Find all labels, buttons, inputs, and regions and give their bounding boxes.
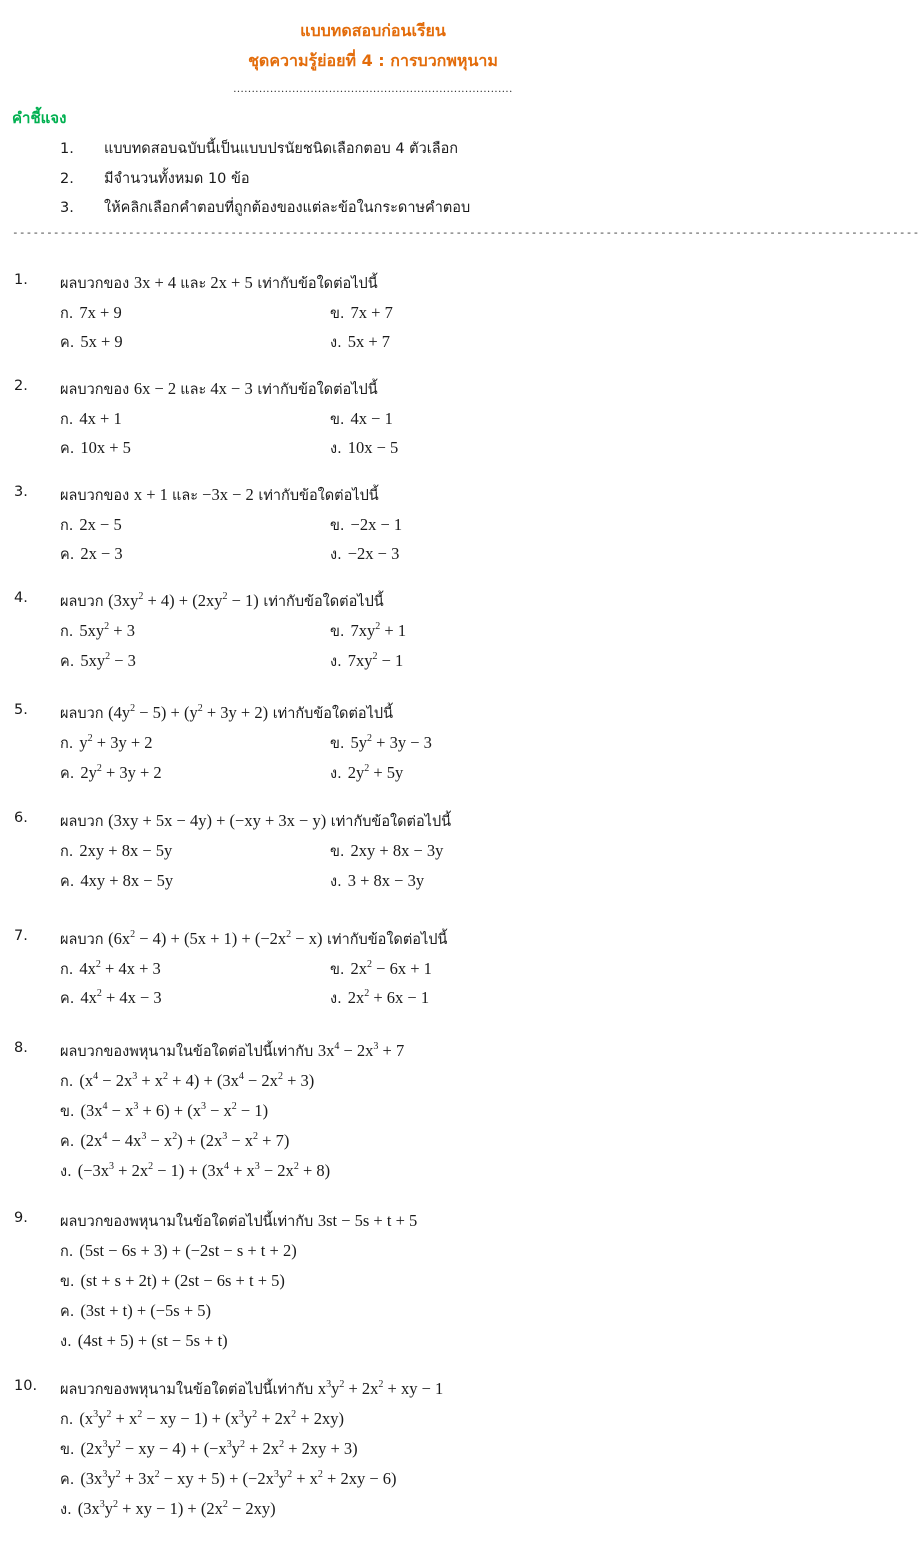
option-expression: (st + s + 2t) + (2st − 6s + t + 5) (80, 1271, 285, 1290)
question-prefix: ผลบวก (60, 814, 109, 830)
option-expression: −2x − 1 (350, 515, 403, 534)
question-text (60, 1378, 443, 1401)
option-label: ง. (60, 1502, 72, 1518)
question-prefix: ผลบวกของ (60, 488, 134, 504)
option-label: ข. (330, 412, 345, 428)
question-stem (14, 810, 734, 834)
option-label: ก. (60, 412, 74, 428)
question-stem (14, 1210, 734, 1234)
question-stem (14, 378, 734, 402)
option-label: ก. (60, 518, 74, 534)
answer-option[interactable] (60, 987, 162, 1010)
instructions-heading: คำชี้แจง (12, 109, 67, 127)
option-label: ก. (60, 624, 74, 640)
question-1 (14, 272, 734, 351)
answer-option[interactable] (330, 437, 398, 460)
option-label: ข. (330, 962, 345, 978)
question-expression: 3st − 5s + t + 5 (317, 1211, 418, 1230)
option-expression: 7x + 7 (350, 303, 393, 322)
question-expression: $(6x^2 - 4) + (5x + 1) + (-2x^2 - x)$ (108, 929, 323, 948)
question-number: 2. (14, 378, 28, 394)
option-expression: $2y^2 + 5y$ (347, 763, 404, 782)
option-label: ข. (330, 518, 345, 534)
option-expression: $4x^2 + 4x + 3$ (79, 959, 161, 978)
answer-option[interactable] (330, 302, 393, 325)
question-stem (14, 702, 734, 726)
answer-option[interactable] (60, 870, 173, 893)
option-label: ค. (60, 991, 75, 1007)
instruction-number: 2. (60, 171, 74, 187)
option-expression: 4x − 1 (350, 409, 393, 428)
question-2 (14, 378, 734, 457)
answer-option[interactable] (330, 870, 424, 893)
question-suffix: เท่ากับข้อใดต่อไปนี้ (268, 706, 393, 722)
option-label: ง. (330, 441, 342, 457)
option-label: ค. (60, 441, 75, 457)
option-expression: $5xy^2 + 3$ (79, 621, 135, 640)
option-label: ง. (330, 991, 342, 1007)
option-expression: (4st + 5) + (st − 5s + t) (77, 1331, 228, 1350)
question-number: 10. (14, 1378, 38, 1394)
option-label: ค. (60, 335, 75, 351)
option-expression: $2x^2 + 6x - 1$ (347, 988, 430, 1007)
option-label: ข. (60, 1274, 75, 1290)
question-stem (14, 272, 734, 296)
option-label: ก. (60, 962, 74, 978)
answer-option[interactable] (60, 732, 153, 755)
instruction-number: 1. (60, 141, 74, 157)
instruction-item (60, 137, 458, 160)
instruction-number: 3. (60, 200, 74, 216)
question-prefix: ผลบวกของพหุนามในข้อใดต่อไปนี้เท่ากับ (60, 1044, 318, 1060)
instruction-text: มีจำนวนทั้งหมด 10 ข้อ (104, 171, 250, 187)
answer-option[interactable] (330, 331, 390, 354)
option-expression: 2x − 5 (79, 515, 122, 534)
answer-option[interactable] (330, 543, 399, 566)
question-prefix: ผลบวกของ (60, 276, 134, 292)
answer-option[interactable] (330, 840, 443, 863)
question-9 (14, 1210, 734, 1350)
option-label: ข. (330, 844, 345, 860)
option-expression: $(-3x^3 + 2x^2 - 1) + (3x^4 + x^3 - 2x^2 + 8)$ (77, 1161, 331, 1180)
option-expression: $7xy^2 + 1$ (350, 621, 407, 640)
instruction-item (60, 167, 250, 190)
option-expression: ($2x^3y^2$ − xy − $4) + (-x^3y^2 + 2x^2 + 2xy + 3)$ (80, 1439, 358, 1458)
question-text (60, 590, 384, 613)
question-number: 1. (14, 272, 28, 288)
instruction-text: ให้คลิกเลือกคำตอบที่ถูกต้องของแต่ละข้อในกระดาษคำตอบ (104, 200, 471, 216)
answer-option[interactable] (60, 1498, 276, 1521)
answer-option[interactable] (330, 620, 406, 643)
answer-option[interactable] (60, 437, 131, 460)
option-label: ก. (60, 306, 74, 322)
answer-option[interactable] (330, 514, 402, 537)
question-text (60, 702, 393, 725)
option-label: ง. (330, 547, 342, 563)
answer-option[interactable] (330, 650, 403, 673)
question-4 (14, 590, 734, 670)
question-suffix: เท่ากับข้อใดต่อไปนี้ (253, 488, 379, 504)
answer-option[interactable] (60, 543, 123, 566)
question-suffix: เท่ากับข้อใดต่อไปนี้ (258, 594, 384, 610)
question-expression: $(3xy^2 + 4) + (2xy^2 - 1)$ (108, 591, 259, 610)
question-prefix: ผลบวกของพหุนามในข้อใดต่อไปนี้เท่ากับ (60, 1214, 318, 1230)
option-label: ค. (60, 1304, 75, 1320)
question-text (60, 484, 379, 507)
question-prefix: ผลบวกของ (60, 382, 134, 398)
dotted-separator: ............................................................................ (233, 84, 513, 95)
question-7 (14, 928, 734, 1007)
option-expression: ($x^3y^2 + x^2$ − xy − $1) + (x^3y^2 + 2x^2 + 2xy)$ (79, 1409, 344, 1428)
question-number: 8. (14, 1040, 28, 1056)
question-text (60, 928, 447, 951)
option-expression: 5x + 7 (347, 332, 391, 351)
option-expression: $(2x^4 - 4x^3 - x^2) + (2x^3 - x^2 + 7)$ (80, 1131, 290, 1150)
option-expression: $2y^2 + 3y + 2$ (80, 763, 162, 782)
option-expression: 7x + 9 (79, 303, 122, 322)
option-label: ข. (330, 736, 345, 752)
option-expression: ($3x^3y^2$ + xy − $1) + (2x^2 - 2xy)$ (77, 1499, 276, 1518)
option-expression: $(x^4 - 2x^3 + x^2 + 4) + (3x^4 - 2x^2 + 3)$ (79, 1071, 315, 1090)
option-label: ก. (60, 844, 74, 860)
answer-option[interactable] (60, 1100, 268, 1123)
question-text (60, 1210, 417, 1233)
option-label: ง. (330, 335, 342, 351)
answer-option[interactable] (60, 1408, 344, 1431)
option-label: ง. (60, 1164, 72, 1180)
question-suffix: เท่ากับข้อใดต่อไปนี้ (252, 276, 378, 292)
option-label: ข. (330, 624, 345, 640)
option-expression: (5st − 6s + 3) + (−2st − s + t + 2) (79, 1241, 297, 1260)
question-expression: 3x + 4 และ 2x + 5 (133, 273, 253, 292)
answer-option[interactable] (330, 987, 429, 1010)
option-label: ก. (60, 1074, 74, 1090)
question-stem (14, 928, 734, 952)
option-label: ก. (60, 1412, 74, 1428)
answer-option[interactable] (60, 762, 162, 785)
answer-option[interactable] (60, 1270, 285, 1293)
option-expression: $5y^2 + 3y - 3$ (350, 733, 432, 752)
question-suffix: เท่ากับข้อใดต่อไปนี้ (322, 932, 448, 948)
option-label: ค. (60, 547, 75, 563)
option-label: ค. (60, 766, 75, 782)
option-expression: $4x^2 + 4x - 3$ (80, 988, 162, 1007)
option-expression: $7xy^2 - 1$ (347, 651, 404, 670)
option-expression: 4xy + 8x − 5y (80, 871, 174, 890)
answer-option[interactable] (330, 408, 393, 431)
question-text (60, 1040, 404, 1063)
question-text (60, 810, 451, 833)
option-expression: $5xy^2 - 3$ (80, 651, 136, 670)
option-expression: ($3x^3y^2 + 3x^2$ − xy + $5) + (-2x^3y^2 + x^2 + 2xy - 6)$ (80, 1469, 397, 1488)
answer-option[interactable] (60, 1468, 397, 1491)
answer-option[interactable] (60, 620, 135, 643)
option-label: ง. (60, 1334, 72, 1350)
question-stem (14, 484, 734, 508)
option-label: ข. (330, 306, 345, 322)
option-label: ข. (60, 1442, 75, 1458)
answer-option[interactable] (330, 958, 432, 981)
option-expression: −2x − 3 (347, 544, 400, 563)
answer-option[interactable] (60, 514, 122, 537)
question-prefix: ผลบวก (60, 594, 109, 610)
question-expression: $x^3y^2 + 2x^2$ + xy − 1 (317, 1379, 444, 1398)
option-label: ข. (60, 1104, 75, 1120)
answer-option[interactable] (60, 1438, 358, 1461)
option-label: ค. (60, 1134, 75, 1150)
answer-option[interactable] (330, 762, 403, 785)
option-label: ง. (330, 654, 342, 670)
question-expression: $3x^4 - 2x^3 + 7$ (317, 1041, 405, 1060)
instruction-text: แบบทดสอบฉบับนี้เป็นแบบปรนัยชนิดเลือกตอบ 4 ตัวเลือก (104, 141, 459, 157)
answer-option[interactable] (60, 650, 136, 673)
question-6 (14, 810, 734, 890)
question-expression: x + 1 และ −3x − 2 (133, 485, 254, 504)
question-stem (14, 1378, 734, 1402)
answer-option[interactable] (60, 331, 123, 354)
option-expression: 10x + 5 (80, 438, 131, 457)
question-suffix: เท่ากับข้อใดต่อไปนี้ (326, 814, 452, 830)
question-number: 9. (14, 1210, 28, 1226)
option-label: ง. (330, 766, 342, 782)
question-prefix: ผลบวกของพหุนามในข้อใดต่อไปนี้เท่ากับ (60, 1382, 318, 1398)
answer-option[interactable] (60, 1300, 211, 1323)
question-expression: $(4y^2 - 5) + (y^2 + 3y + 2)$ (108, 703, 269, 722)
option-expression: $y^2 + 3y + 2$ (79, 733, 153, 752)
answer-option[interactable] (60, 1240, 297, 1263)
answer-option[interactable] (60, 1330, 228, 1353)
option-expression: 2x − 3 (80, 544, 123, 563)
option-expression: $2x^2 - 6x + 1$ (350, 959, 432, 978)
option-expression: 4x + 1 (79, 409, 122, 428)
instruction-item (60, 196, 470, 219)
option-label: ก. (60, 1244, 74, 1260)
question-8 (14, 1040, 734, 1180)
question-suffix: เท่ากับข้อใดต่อไปนี้ (252, 382, 378, 398)
question-number: 7. (14, 928, 28, 944)
question-number: 3. (14, 484, 28, 500)
question-stem (14, 590, 734, 614)
question-prefix: ผลบวก (60, 706, 109, 722)
section-divider: ------------------------------------------------------------------------------------------------------------------------------------- (12, 226, 919, 239)
question-text (60, 378, 378, 401)
question-number: 4. (14, 590, 28, 606)
answer-option[interactable] (60, 1160, 330, 1183)
question-stem (14, 1040, 734, 1064)
option-expression: 2xy + 8x − 5y (79, 841, 173, 860)
answer-option[interactable] (60, 302, 122, 325)
answer-option[interactable] (60, 958, 161, 981)
question-10 (14, 1378, 734, 1518)
answer-option[interactable] (60, 840, 172, 863)
option-expression: 5x + 9 (80, 332, 123, 351)
question-expression: 6x − 2 และ 4x − 3 (133, 379, 253, 398)
question-expression: (3xy + 5x − 4y) + (−xy + 3x − y) (108, 811, 327, 830)
option-expression: $(3x^4 - x^3 + 6) + (x^3 - x^2 - 1)$ (80, 1101, 269, 1120)
option-label: ก. (60, 736, 74, 752)
option-label: ค. (60, 654, 75, 670)
question-number: 5. (14, 702, 28, 718)
question-5 (14, 702, 734, 782)
question-number: 6. (14, 810, 28, 826)
answer-option[interactable] (330, 732, 432, 755)
page-title: แบบทดสอบก่อนเรียน (300, 21, 446, 40)
option-label: ง. (330, 874, 342, 890)
option-expression: (3st + t) + (−5s + 5) (80, 1301, 212, 1320)
option-label: ค. (60, 1472, 75, 1488)
page-subtitle: ชุดความรู้ย่อยที่ 4 : การบวกพหุนาม (248, 51, 498, 70)
answer-option[interactable] (60, 1070, 314, 1093)
question-3 (14, 484, 734, 563)
option-label: ค. (60, 874, 75, 890)
answer-option[interactable] (60, 408, 122, 431)
option-expression: 10x − 5 (347, 438, 399, 457)
option-expression: 3 + 8x − 3y (347, 871, 425, 890)
answer-option[interactable] (60, 1130, 289, 1153)
question-prefix: ผลบวก (60, 932, 109, 948)
question-text (60, 272, 378, 295)
option-expression: 2xy + 8x − 3y (350, 841, 444, 860)
